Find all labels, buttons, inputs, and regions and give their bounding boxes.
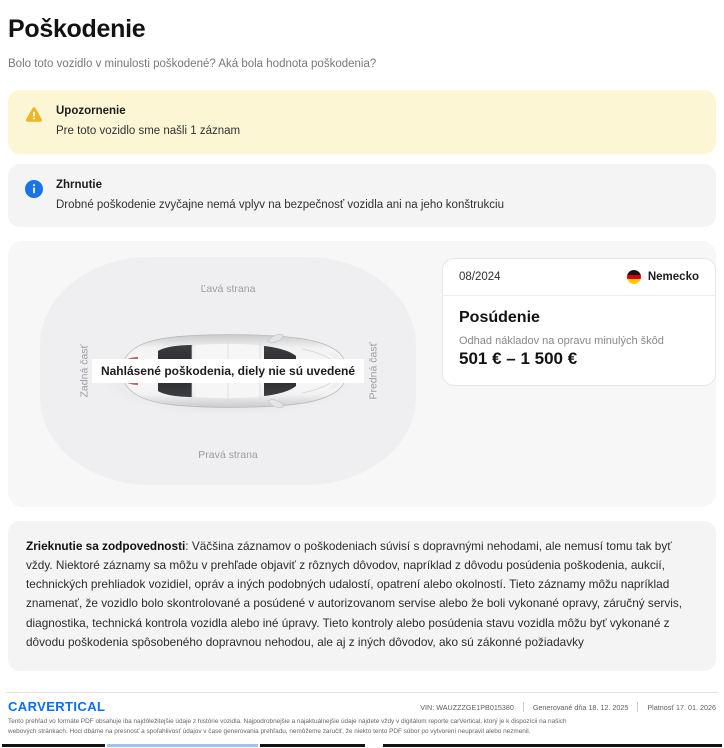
carvertical-logo: CARVERTICAL: [8, 699, 106, 715]
assessment-card-header: [443, 259, 715, 296]
car-label-front: Predná časť: [367, 342, 380, 400]
generated-date: Generované dňa 18. 12. 2025: [532, 702, 629, 712]
disclaimer-block: [8, 521, 716, 671]
page-header: [0, 0, 724, 72]
vin-value: VIN: WAUZZZGE1PB015380: [420, 702, 514, 712]
assessment-card-body: [443, 296, 715, 385]
progress-segment-gap: [367, 744, 381, 747]
fineprint-line-1: Tento prehľad vo formáte PDF obsahuje iba najdôležitejšie údaje z histórie vozidla. Najpodrobnejšie a najaktuálnejšie údaje nájdete vždy v digitálom reporte carVertical, ktorý je k dispozícii na našich: [8, 718, 567, 726]
car-label-left-side: Ľavá strana: [200, 283, 256, 296]
car-diagram-stage: [40, 257, 416, 485]
progress-segment-4: [383, 744, 722, 747]
warning-callout-body: [56, 104, 240, 140]
progress-segment-1: [2, 744, 105, 747]
car-label-right-side: Pravá strana: [198, 449, 258, 462]
footer-fineprint: [0, 714, 724, 737]
warning-callout: [8, 90, 716, 154]
fineprint-line-2: webových stránkach. Hoci dbáme na presnosť a spoľahlivosť údajov v čase generovania prehľadu, nemôžeme zaručiť, že niekto tento PDF súbor po vytvorení neupravil alebo nezmenil.: [8, 728, 531, 736]
summary-callout: [8, 164, 716, 228]
assessment-estimate-value: 501 € – 1 500 €: [459, 349, 578, 368]
progress-segment-3: [260, 744, 365, 747]
assessment-country-name: Nemecko: [647, 271, 699, 283]
page-title: Poškodenie: [8, 15, 146, 43]
assessment-country: [627, 270, 699, 284]
footer-meta: [420, 699, 716, 712]
car-label-rear: Zadná časť: [78, 344, 91, 398]
assessment-estimate-label: Odhad nákladov na opravu minulých škôd: [459, 335, 664, 347]
meta-separator-2: [637, 702, 638, 712]
info-circle-icon: [24, 179, 44, 199]
germany-flag-icon: [627, 270, 641, 284]
summary-callout-title: Zhrnutie: [56, 178, 102, 191]
warning-callout-text: Pre toto vozidlo sme našli 1 záznam: [56, 125, 241, 138]
page-subtitle: Bolo toto vozidlo v minulosti poškodené? Aká bola hodnota poškodenia?: [8, 58, 377, 70]
warning-callout-title: Upozornenie: [56, 105, 126, 118]
summary-callout-text: Drobné poškodenie zvyčajne nemá vplyv na bezpečnosť vozidla ani na jeho konštrukciu: [56, 198, 504, 211]
validity-date: Platnosť 17. 01. 2026: [647, 702, 716, 712]
warning-triangle-icon: [24, 105, 44, 125]
meta-separator-1: [523, 702, 524, 712]
progress-segment-active: [107, 744, 259, 747]
footer-top-row: [0, 693, 724, 714]
damage-banner-text: Nahlásené poškodenia, diely nie sú uvedené: [92, 359, 364, 383]
page-progress-bar: [0, 744, 724, 748]
callout-list: [0, 90, 724, 227]
disclaimer-text: : Väčšina záznamov o poškodeniach súvisí s dopravnými nehodami, ale nemusí tomu tak byť vždy. Niektoré záznamy sa môžu v prehľade objaviť z rôznych dôvodov, napríklad z dôvodu posúdenia poškodenia, aukcií, technických prehliadok vozidiel, opráv a iných podobných udalostí, opatrení alebo okolností. Tieto záznamy môžu napríklad znamenať, že vozidlo bolo skontrolované a posúdené v autorizovanom servise alebo že boli vykonané opravy, záručný servis, diagnostika, technická kontrola vozidla alebo iné úpravy. Tieto kontroly alebo posúdenia stavu vozidla môžu byť vykonané z dôvodu poškodenia spôsobeného dopravnou nehodou, ale aj z iných dôvodov, ako sú zákonné požiadavky: [26, 539, 683, 649]
page-footer: [0, 692, 724, 748]
assessment-card: [442, 258, 716, 386]
assessment-date: 08/2024: [459, 271, 501, 283]
summary-callout-body: [56, 178, 504, 214]
assessment-title: Posúdenie: [459, 309, 540, 326]
disclaimer-lead: Zrieknutie sa zodpovednosti: [26, 539, 186, 554]
